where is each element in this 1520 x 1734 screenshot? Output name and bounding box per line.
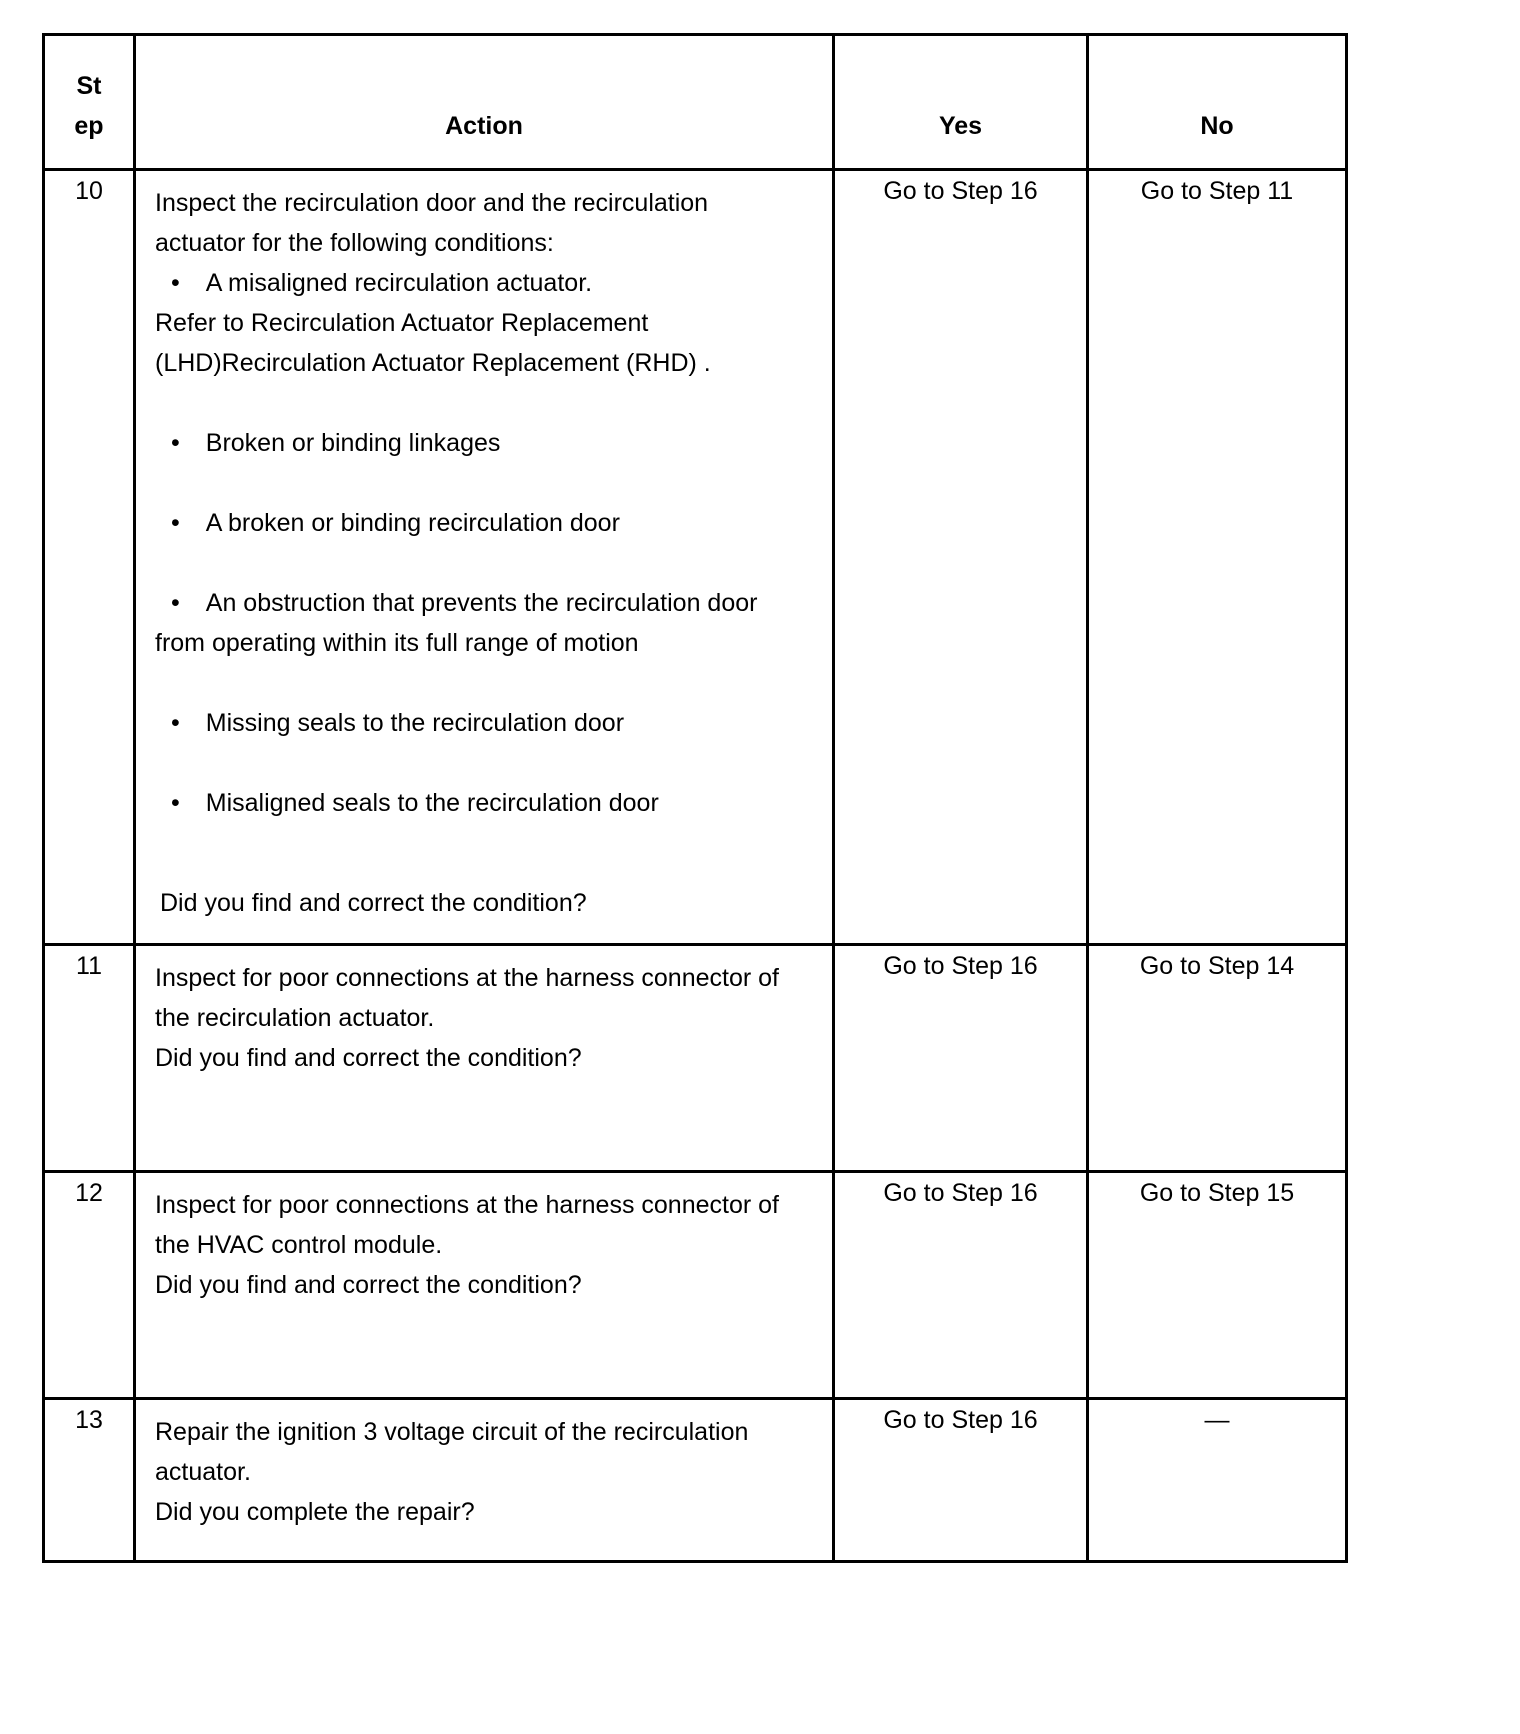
bullet-item xyxy=(155,263,782,303)
header-step-line-2: ep xyxy=(74,112,104,140)
table-row-step-11 xyxy=(44,945,1347,1172)
bullet-icon: • xyxy=(171,709,180,737)
bullet-item xyxy=(155,703,782,743)
bullet-item xyxy=(155,503,782,543)
bullet-text: Missing seals to the recirculation door xyxy=(205,709,625,737)
action-cell xyxy=(135,1172,834,1399)
bullet-item xyxy=(155,423,782,463)
header-step-line-1: St xyxy=(76,72,102,100)
header-no: No xyxy=(1088,35,1347,170)
no-cell: Go to Step 14 xyxy=(1088,945,1347,1172)
no-cell: Go to Step 15 xyxy=(1088,1172,1347,1399)
header-row xyxy=(44,35,1347,170)
header-yes: Yes xyxy=(834,35,1088,170)
header-action: Action xyxy=(135,35,834,170)
table-row-step-13 xyxy=(44,1399,1347,1562)
action-cell xyxy=(135,1399,834,1562)
yes-cell: Go to Step 16 xyxy=(834,1172,1088,1399)
bullet-text: A broken or binding recirculation door xyxy=(205,509,620,537)
step-number: 13 xyxy=(44,1399,135,1562)
action-reference: Refer to Recirculation Actuator Replacement (LHD)Recirculation Actuator Replacement (RHD) . xyxy=(155,309,711,377)
bullet-icon: • xyxy=(171,509,180,537)
bullet-icon: • xyxy=(171,429,180,457)
bullet-text: Misaligned seals to the recirculation door xyxy=(205,789,659,817)
yes-cell: Go to Step 16 xyxy=(834,1399,1088,1562)
action-cell xyxy=(135,945,834,1172)
action-question: Did you find and correct the condition? xyxy=(155,1044,582,1072)
action-intro: Inspect the recirculation door and the recirculation actuator for the following conditions: xyxy=(155,189,709,257)
header-step xyxy=(44,35,135,170)
bullet-icon: • xyxy=(171,589,180,617)
bullet-text: Broken or binding linkages xyxy=(205,429,501,457)
step-number: 10 xyxy=(44,170,135,945)
action-question: Did you find and correct the condition? xyxy=(160,889,587,917)
action-intro: Repair the ignition 3 voltage circuit of the recirculation actuator. xyxy=(155,1418,749,1486)
bullet-text: An obstruction that prevents the recirculation door from operating within its full range of motion xyxy=(155,589,758,657)
no-cell: — xyxy=(1088,1399,1347,1562)
action-question: Did you find and correct the condition? xyxy=(155,1271,582,1299)
step-number: 12 xyxy=(44,1172,135,1399)
action-question: Did you complete the repair? xyxy=(155,1498,475,1526)
bullet-text: A misaligned recirculation actuator. xyxy=(205,269,593,297)
action-intro: Inspect for poor connections at the harness connector of the HVAC control module. xyxy=(155,1191,779,1259)
bullet-item xyxy=(155,783,782,823)
bullet-icon: • xyxy=(171,269,180,297)
diagnostic-steps-table xyxy=(42,33,1348,1563)
action-intro: Inspect for poor connections at the harness connector of the recirculation actuator. xyxy=(155,964,779,1032)
yes-cell: Go to Step 16 xyxy=(834,170,1088,945)
bullet-icon: • xyxy=(171,789,180,817)
action-cell xyxy=(135,170,834,945)
table-row-step-12 xyxy=(44,1172,1347,1399)
table-row-step-10 xyxy=(44,170,1347,945)
yes-cell: Go to Step 16 xyxy=(834,945,1088,1172)
no-cell: Go to Step 11 xyxy=(1088,170,1347,945)
step-number: 11 xyxy=(44,945,135,1172)
bullet-item xyxy=(155,583,782,663)
